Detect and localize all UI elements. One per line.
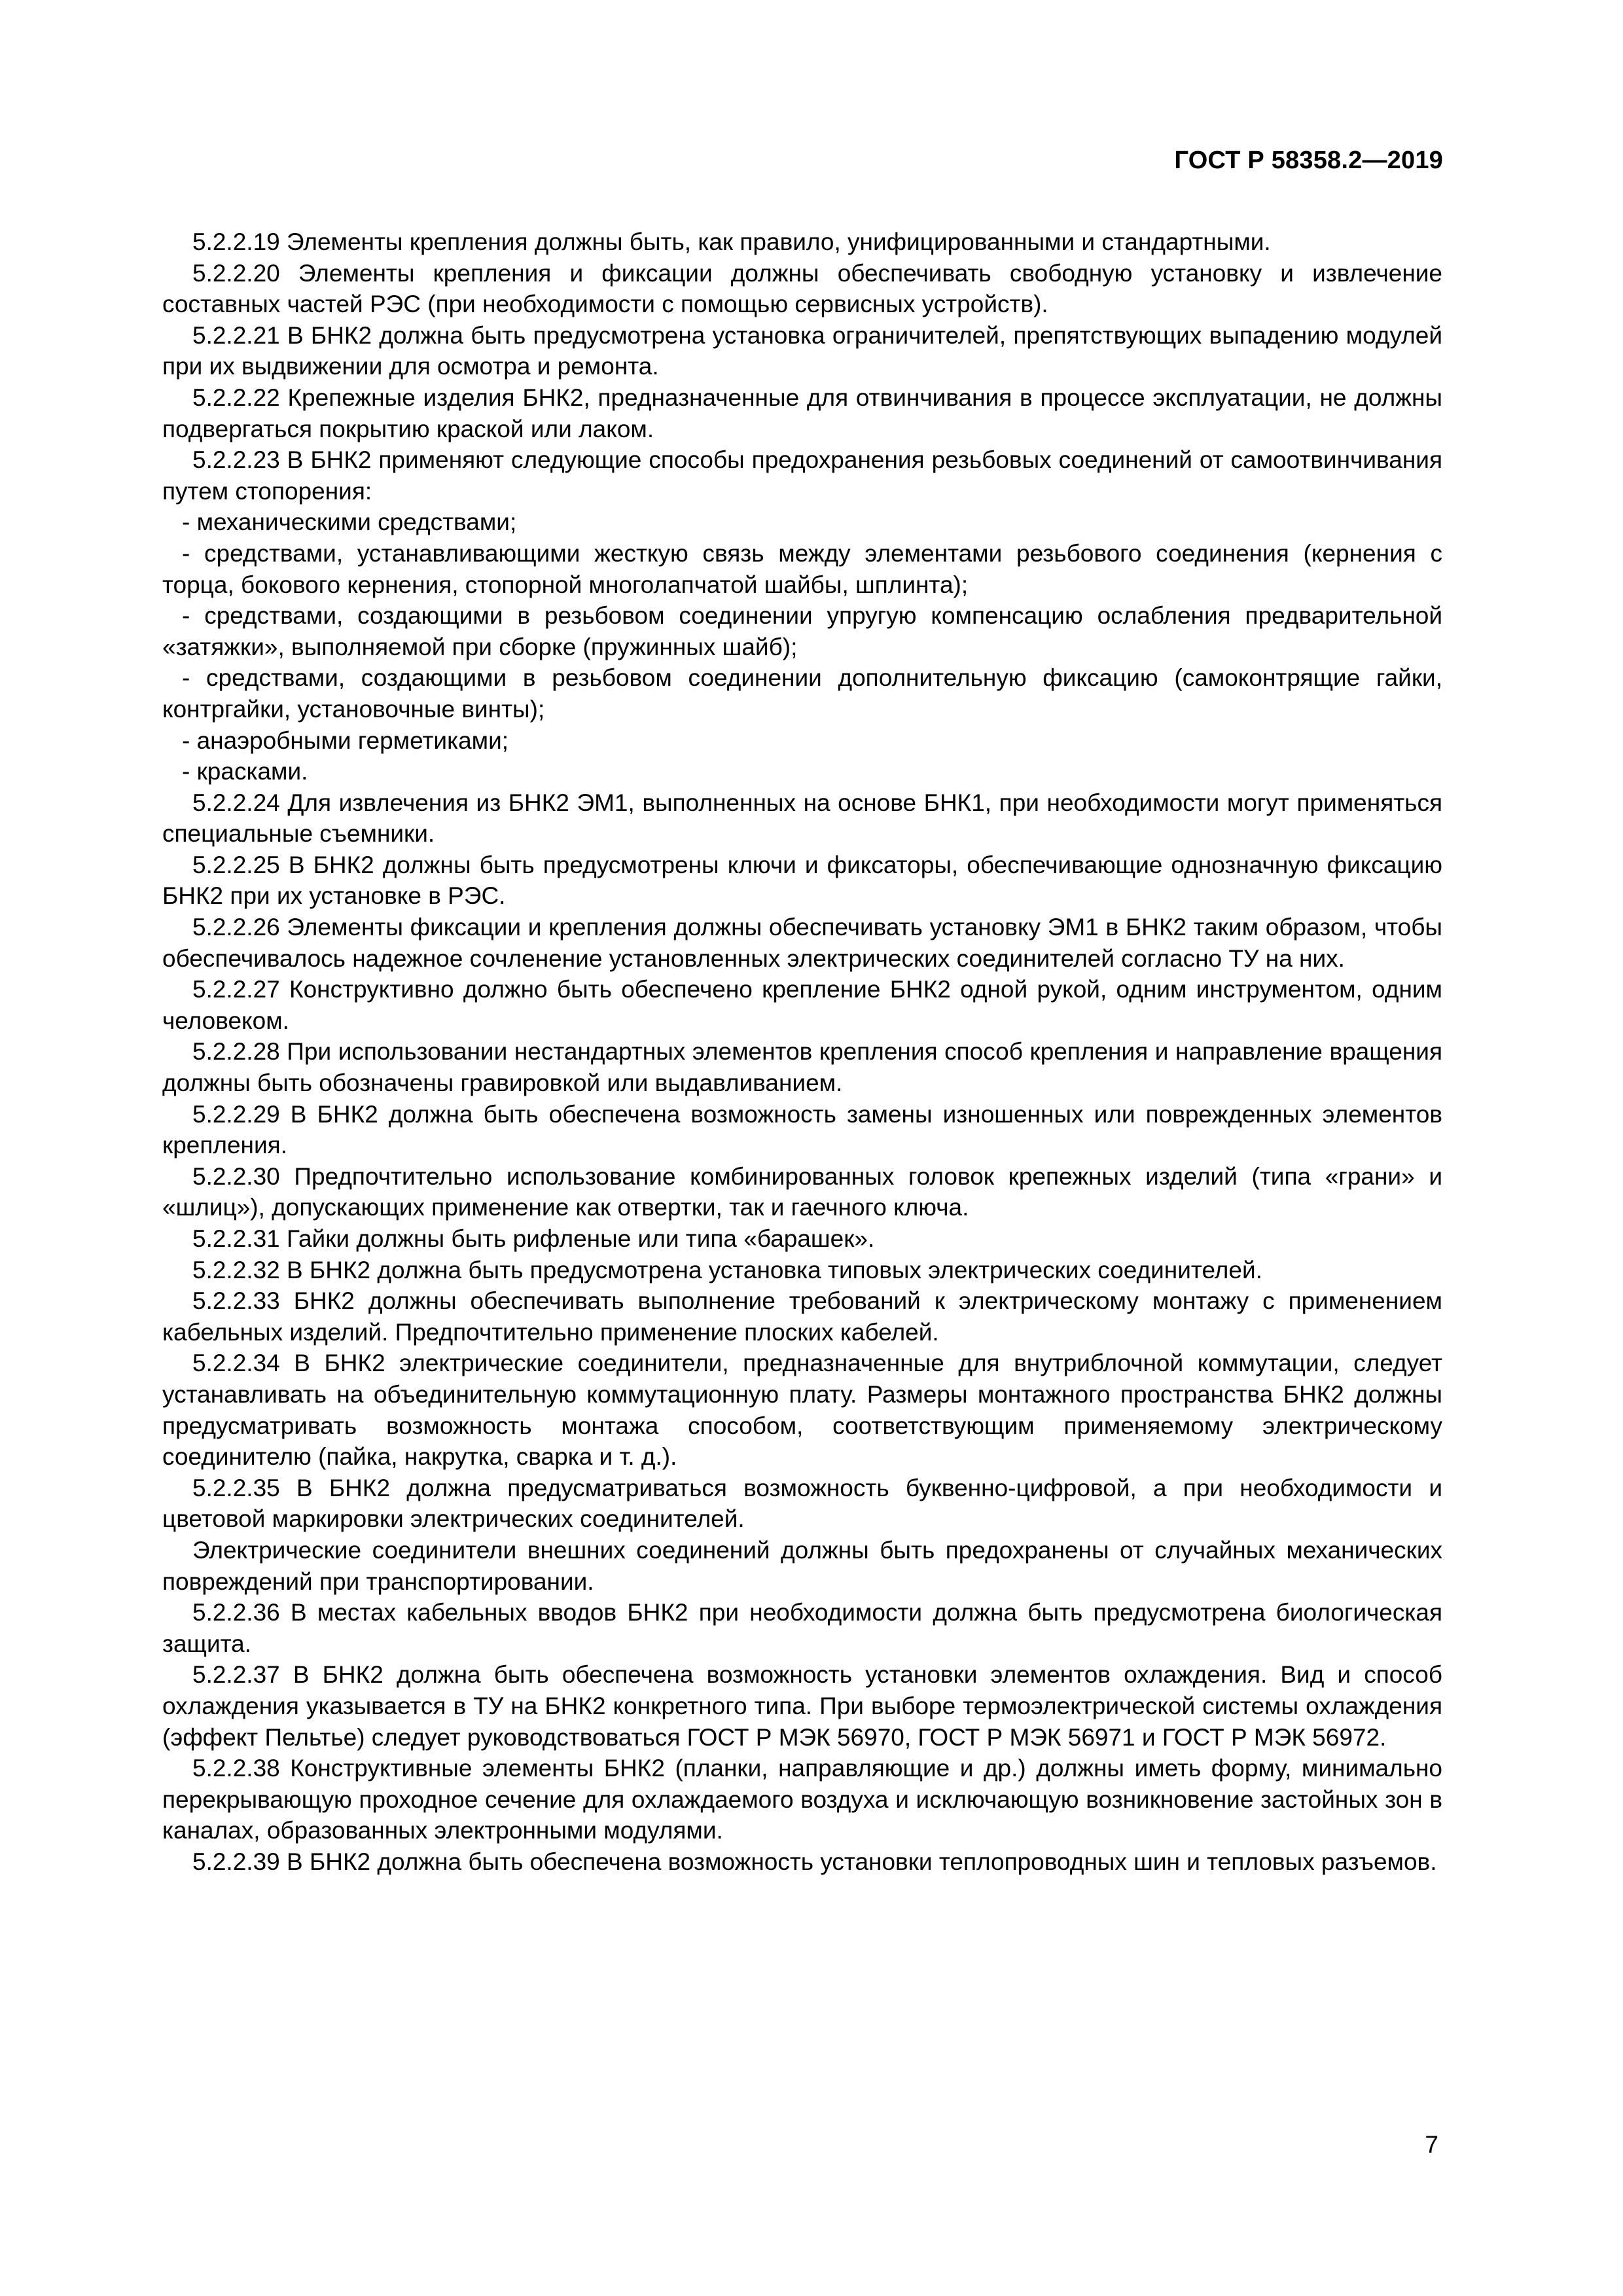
- clause-5-2-2-23: 5.2.2.23 В БНК2 применяют следующие способы предохранения резьбовых соединений от самоотвинчивания путем стопорения:: [162, 446, 1442, 505]
- clause-5-2-2-19: 5.2.2.19 Элементы крепления должны быть, как правило, унифицированными и стандартными.: [192, 228, 1271, 255]
- list-item: - анаэробными герметиками;: [182, 726, 509, 754]
- list-item: - средствами, создающими в резьбовом соединении упругую компенсацию ослабления предварительной «затяжки», выполняемой при сборке (пружинных шайб);: [162, 602, 1442, 660]
- clause-5-2-2-36: 5.2.2.36 В местах кабельных вводов БНК2 при необходимости должна быть предусмотрена биологическая защита.: [162, 1599, 1442, 1657]
- clause-5-2-2-35: 5.2.2.35 В БНК2 должна предусматриваться возможность буквенно-цифровой, а при необходимости и цветовой маркировки электрических соединителей.: [162, 1474, 1442, 1533]
- standard-designation: ГОСТ Р 58358.2—2019: [1174, 147, 1443, 174]
- clause-5-2-2-26: 5.2.2.26 Элементы фиксации и крепления должны обеспечивать установку ЭМ1 в БНК2 таким образом, чтобы обеспечивалось надежное сочленение установленных электрических соединителей согласно ТУ на них.: [162, 914, 1442, 972]
- clause-5-2-2-27: 5.2.2.27 Конструктивно должно быть обеспечено крепление БНК2 одной рукой, одним инструментом, одним человеком.: [162, 976, 1442, 1034]
- clause-5-2-2-37: 5.2.2.37 В БНК2 должна быть обеспечена возможность установки элементов охлаждения. Вид и способ охлаждения указывается в ТУ на БНК2 конкретного типа. При выборе термоэлектрической системы охлаждения (эффект Пельтье) следует руководствоваться ГОСТ Р МЭК 56970, ГОСТ Р МЭК 56971 и ГОСТ Р МЭК 56972.: [162, 1661, 1442, 1751]
- clause-5-2-2-35-note: Электрические соединители внешних соединений должны быть предохранены от случайных механических повреждений при транспортировании.: [162, 1536, 1442, 1595]
- clause-5-2-2-29: 5.2.2.29 В БНК2 должна быть обеспечена возможность замены изношенных или поврежденных элементов крепления.: [162, 1100, 1442, 1159]
- clause-5-2-2-20: 5.2.2.20 Элементы крепления и фиксации должны обеспечивать свободную установку и извлечение составных частей РЭС (при необходимости с помощью сервисных устройств).: [162, 259, 1442, 318]
- list-item: - средствами, создающими в резьбовом соединении дополнительную фиксацию (самоконтрящие гайки, контргайки, установочные винты);: [162, 664, 1442, 723]
- list-item: - средствами, устанавливающими жесткую связь между элементами резьбового соединения (кернения с торца, бокового кернения, стопорной многолапчатой шайбы, шплинта);: [162, 539, 1442, 598]
- list-item: - красками.: [182, 758, 308, 785]
- page-number: 7: [1425, 2131, 1438, 2158]
- clause-5-2-2-39: 5.2.2.39 В БНК2 должна быть обеспечена возможность установки теплопроводных шин и тепловых разъемов.: [192, 1848, 1437, 1875]
- document-body: [162, 226, 1442, 1877]
- clause-5-2-2-21: 5.2.2.21 В БНК2 должна быть предусмотрена установка ограничителей, препятствующих выпадению модулей при их выдвижении для осмотра и ремонта.: [162, 321, 1442, 380]
- list-item: - механическими средствами;: [182, 509, 517, 536]
- clause-5-2-2-25: 5.2.2.25 В БНК2 должны быть предусмотрены ключи и фиксаторы, обеспечивающие однозначную фиксацию БНК2 при их установке в РЭС.: [162, 851, 1442, 910]
- clause-5-2-2-38: 5.2.2.38 Конструктивные элементы БНК2 (планки, направляющие и др.) должны иметь форму, минимально перекрывающую проходное сечение для охлаждаемого воздуха и исключающую возникновение застойных зон в каналах, образованных электронными модулями.: [162, 1755, 1442, 1844]
- clause-5-2-2-31: 5.2.2.31 Гайки должны быть рифленые или типа «барашек».: [192, 1225, 875, 1252]
- clause-5-2-2-34: 5.2.2.34 В БНК2 электрические соединители, предназначенные для внутриблочной коммутации, следует устанавливать на объединительную коммутационную плату. Размеры монтажного пространства БНК2 должны предусматривать возможность монтажа способом, соответствующим применяемому электрическому соединителю (пайка, накрутка, сварка и т. д.).: [162, 1350, 1442, 1471]
- clause-5-2-2-33: 5.2.2.33 БНК2 должны обеспечивать выполнение требований к электрическому монтажу с применением кабельных изделий. Предпочтительно применение плоских кабелей.: [162, 1287, 1442, 1346]
- clause-5-2-2-24: 5.2.2.24 Для извлечения из БНК2 ЭМ1, выполненных на основе БНК1, при необходимости могут применяться специальные съемники.: [162, 789, 1442, 848]
- clause-5-2-2-30: 5.2.2.30 Предпочтительно использование комбинированных головок крепежных изделий (типа «грани» и «шлиц»), допускающих применение как отвертки, так и гаечного ключа.: [162, 1162, 1442, 1221]
- clause-5-2-2-22: 5.2.2.22 Крепежные изделия БНК2, предназначенные для отвинчивания в процессе эксплуатации, не должны подвергаться покрытию краской или лаком.: [162, 384, 1442, 442]
- clause-5-2-2-28: 5.2.2.28 При использовании нестандартных элементов крепления способ крепления и направление вращения должны быть обозначены гравировкой или выдавливанием.: [162, 1038, 1442, 1097]
- clause-5-2-2-32: 5.2.2.32 В БНК2 должна быть предусмотрена установка типовых электрических соединителей.: [192, 1256, 1262, 1283]
